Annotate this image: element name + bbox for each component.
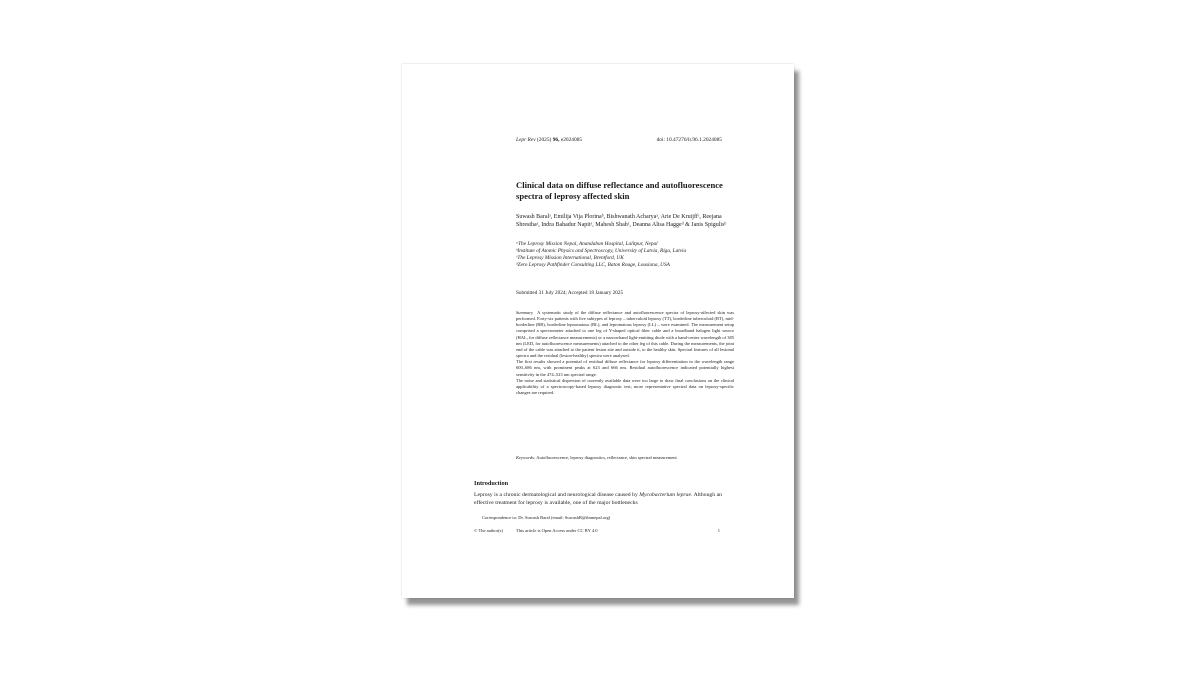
article-number: e2024085: [560, 137, 583, 143]
affiliations: [516, 241, 746, 269]
affiliation: ᵇInstitute of Atomic Physics and Spectroscopy, University of Latvia, Riga, Latvia: [516, 247, 687, 254]
page-number: 1: [717, 528, 720, 533]
affiliation: ᵈZero Leprosy Pathfinder Consulting LLC, Baton Rouge, Lousiana, USA: [516, 261, 670, 268]
abstract-text: A systematic study of the diffuse reflectance and autofluorescence spectra of leprosy-affected skin was performed. Forty-six patients with five subtypes of leprosy – tuberculoid leprosy (TT), borderline tuberculoid (BT), mid-borderline (BB), borderline lepromatous (BL), and lepromatous leprosy (LL) – were examined. The measurement setup comprised a spectrometer attached to one leg of Y-shaped optical fiber cable and a broadband halogen light source (HAL, for diffuse reflectance measurements) or a narrowband light-emitting diode with a band-center wavelength of 385 nm (LED, for autofluorescence measurements) attached to the other leg of this cable. During the measurements, the joint end of the cable was attached to the patient lesion site and outside it, to the healthy skin. Spectral features of all lesional spectra and the residual (lesion-healthy) spectra were analysed.: [516, 310, 735, 359]
intro-text-start: Leprosy is a chronic dermatological and neurological disease caused by: [474, 492, 640, 498]
summary-label: Summary: [516, 310, 533, 315]
abstract-paragraph: [516, 310, 734, 359]
keywords: [516, 455, 734, 461]
copyright: © The author(s): [474, 528, 503, 533]
paper-page: [402, 64, 794, 598]
journal-volume: 96,: [552, 137, 560, 143]
paper-title: Clinical data on diffuse reflectance and autofluorescence spectra of leprosy affected skin: [516, 180, 723, 201]
doi: doi: 10.47276/lr.96.1.2024085: [656, 137, 722, 143]
introduction-text: [474, 491, 722, 507]
species-name: Mycobacterium leprae: [639, 492, 692, 498]
affiliation: ᶜThe Leprosy Mission International, Brentford, UK: [516, 254, 624, 261]
keywords-text: Autofluorescence, leprosy diagnostics, reflectance, skin spectral measurement: [536, 455, 677, 460]
journal-citation: [516, 137, 582, 143]
abstract-paragraph: The noise and statistical dispersion of currently available data were too large to draw final conclusions on the clinical applicability of a spectroscopy-based leprosy diagnostic test; more representative spectral data on leprosy-specific changes are required.: [516, 377, 734, 396]
submission-dates: Submitted 31 July 2024; Accepted 18 January 2025: [516, 290, 624, 296]
author-list: Suwash Baralᵃ, Emilija Vija Plorinaᵇ, Bishwanath Acharyaᵃ, Arie De Kruijffᶜ, Reejana Shresthaᵃ, Indra Bahadur Napitᵃ, Mahesh Shahᵃ, Deanna Alisa Haggeᵈ & Janis Spigulisᵇ: [516, 214, 727, 229]
license: This article is Open Access under CC BY 4.0: [516, 528, 598, 533]
journal-year: (2025): [536, 137, 552, 143]
intro-text-end: . Although an effective treatment for leprosy is available, one of the major bottlenecks: [474, 492, 722, 507]
correspondence: Correspondence to: Dr. Suwash Baral (email: SuwashB@tlmnepal.org): [482, 515, 611, 520]
abstract-paragraph: The first results showed a potential of residual diffuse reflectance for leprosy differentiation in the wavelength range 600–686 nm, with prominent peaks at 623 and 666 nm. Residual autofluorescence indicated potentially highest sensitivity in the 474–523 nm spectral range.: [516, 359, 734, 377]
keywords-label: Keywords:: [516, 455, 536, 460]
abstract: [516, 310, 734, 396]
journal-name: Lepr Rev: [516, 137, 536, 143]
affiliation: ᵃThe Leprosy Mission Nepal, Anandaban Hospital, Lalitpur, Nepal: [516, 241, 658, 247]
section-heading: Introduction: [474, 480, 509, 487]
